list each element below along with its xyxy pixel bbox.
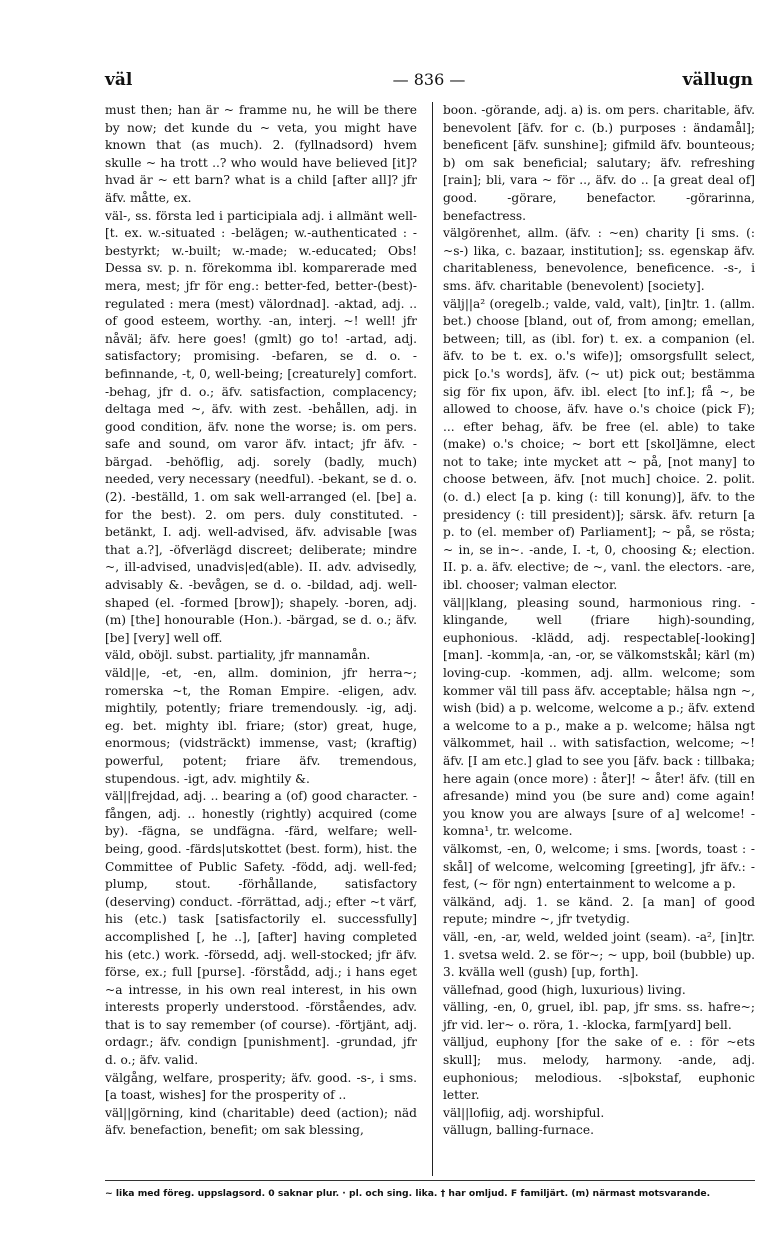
entry-paragraph: väl||frejdad, adj. .. bearing a (of) good character. -fången, adj. .. honestly (rightly) acquired (come by). -fägna, se undfägna. -färd, welfare; well-being, good. -färds|utskottet (best. form), hist. the Committee of Public Safety. -född, adj. well-fed; plump, stout. -förhållande, satisfactory (deserving) conduct. -förrättad, adj.; efter ~t värf, his (etc.) task [satisfactorily el. successfully] accomplished [, he ..], [after] having completed his (etc.) work. -försedd, adj. well-stocked; jfr äfv. förse, ex.; full [purse]. -förstådd, adj.; i hans eget ~a intresse, in his own real interest, in his own interests properly understood. -förståendes, adv. that is to say remember (of course). -förtjänt, adj. ordagr.; äfv. condign [punishment]. -grundad, jfr d. o.; äfv. valid. [105,789,417,1068]
entry-paragraph: välkänd, adj. 1. se känd. 2. [a man] of good repute; mindre ~, jfr tvetydig. [443,894,755,927]
entry-paragraph: must then; han är ~ framme nu, he will be there by now; det kunde du ~ veta, you might have known that (as much). 2. (fyllnadsord) hvem skulle ~ ha trott ..? who would have believed [it]? hvad är ~ ett barn? what is a child [after all]? jfr äfv. måtte, ex. [105,103,417,205]
page-header [105,70,753,94]
entry-paragraph: välkomst, -en, 0, welcome; i sms. [words, toast : -skål] of welcome, welcoming [greeting], jfr äfv.: -fest, (~ för ngn) entertainment to welcome a p. [443,841,755,892]
entry-paragraph: vällugn, balling-furnace. [443,1123,594,1138]
right-guide-word: vällugn [682,70,753,90]
right-column [443,102,755,1140]
entry-paragraph: välling, -en, 0, gruel, ibl. pap, jfr sms. ss. hafre~; jfr vid. ler~ o. röra, 1. -klocka, farm[yard] bell. [443,1000,755,1032]
entry-paragraph: välgång, welfare, prosperity; äfv. good. -s-, i sms. [a toast, wishes] for the prosperity of .. [105,1070,417,1103]
left-guide-word: väl [105,70,133,90]
abbreviation-key: ~ lika med föreg. uppslagsord. 0 saknar plur. · pl. och sing. lika. † har omljud. F familjärt. (m) närmast motsvarande. [105,1188,711,1199]
footer-rule [105,1180,755,1181]
entry-paragraph: välgörenhet, allm. (äfv. : ~en) charity [i sms. (: ~s-) lika, c. bazaar, institution]; ss. egenskap äfv. charitableness, benevolence, beneficence. -s-, i sms. äfv. charitable (benevolent) [society]. [443,226,755,293]
entry-paragraph: väl-, ss. första led i participiala adj. i allmänt well- [t. ex. w.-situated : -belägen; w.-authenticated : -bestyrkt; w.-built; w.-made; w.-educated; Obs! Dessa sv. p. n. förekomma ibl. komparerade med mera, mest; jfr för eng.: better-fed, better-(best)-regulated : mera (mest) välordnad]. -aktad, adj. .. of good esteem, worthy. -an, interj. ~! well! jfr nåväl; äfv. here goes! (gmlt) go to! -artad, adj. satisfactory; promising. -befaren, se d. o. -befinnande, -t, 0, well-being; [creaturely] comfort. -behag, jfr d. o.; äfv. satisfaction, complacency; deltaga med ~, äfv. with zest. -behållen, adj. in good condition, äfv. none the worse; is. om pers. safe and sound, om varor äfv. intact; jfr äfv. -bärgad. -behöflig, adj. sorely (badly, much) needed, very necessary (needful). -bekant, se d. o. (2). -beställd, 1. om sak well-arranged (el. [be] a. for the best). 2. om pers. duly constituted. -betänkt, I. adj. well-advised, äfv. advisable [was that a.?], -öfverlägd discreet; deliberate; mindre ~, ill-advised, unadvis|ed(able). II. adv. advisedly, advisably &. -bevågen, se d. o. -bildad, adj. well-shaped (el. -formed [brow]); shapely. -boren, adj. (m) [the] honourable (Hon.). -bärgad, se d. o.; äfv. [be] [very] well off. [105,208,417,645]
entry-paragraph: vällefnad, good (high, luxurious) living. [443,982,686,997]
page-number: — 836 — [392,70,466,89]
entry-paragraph: boon. -görande, adj. a) is. om pers. charitable, äfv. benevolent [äfv. for c. (b.) purposes : ändamål]; beneficent [äfv. sunshine]; gifmild äfv. bounteous; b) om sak beneficial; salutary; äfv. refreshing [rain]; bli, vara ~ för .., äfv. do .. [a great deal of] good. -görare, benefactor. -görarinna, benefactress. [443,103,755,223]
column-divider [432,102,433,1176]
entry-paragraph: väld, oböjl. subst. partiality, jfr mannamån. [105,648,371,663]
entry-paragraph: välljud, euphony [for the sake of e. : för ~ets skull]; mus. melody, harmony. -ande, adj. euphonious; melodious. -s|bokstaf, euphonic letter. [443,1035,755,1103]
entry-paragraph: väll, -en, -ar, weld, welded joint (seam). -a², [in]tr. 1. svetsa weld. 2. se för~; ~ upp, boil (bubble) up. 3. kvälla well (gush) [up, forth]. [443,929,755,980]
entry-paragraph: välj||a² (oregelb.; valde, vald, valt), [in]tr. 1. (allm. bet.) choose [bland, out of, from among; emellan, between; till, as (ibl. for) t. ex. a companion (el. äfv. to be t. ex. o.'s wife)]; omsorgsfullt select, pick [o.'s words], äfv. (~ ut) pick out; bestämma sig för fix upon, äfv. ibl. elect [to inf.]; få ~, be allowed to choose, äfv. have o.'s choice (pick F); ... efter behag, äfv. be free (el. able) to take (make) o.'s choice; ~ bort ett [skol]ämne, elect not to take; inte mycket att ~ på, [not many] to choose between, äfv. [not much] choice. 2. polit. (o. d.) elect [a p. king (: till konung)], äfv. to the presidency (: till president)]; särsk. äfv. return [a p. to (el. member of) Parliament]; ~ på, se rösta; ~ in, se in~. -ande, I. -t, 0, choosing &; election. II. p. a. äfv. elective; de ~, vanl. the electors. -are, ibl. chooser; valman elector. [443,296,755,593]
entry-paragraph: väl||görning, kind (charitable) deed (action); näd äfv. benefaction, benefit; om sak blessing, [105,1105,417,1138]
entry-paragraph: väld||e, -et, -en, allm. dominion, jfr herra~; romerska ~t, the Roman Empire. -eligen, adv. mightily, potently; friare tremendously. -ig, adj. eg. bet. mighty ibl. friare; (stor) great, huge, enormous; (vidsträckt) immense, vast; (kraftig) powerful, potent; friare äfv. tremendous, stupendous. -igt, adv. mightily &. [105,666,417,786]
left-column [105,102,417,1140]
entry-paragraph: väl||lofiig, adj. worshipful. [443,1105,605,1120]
entry-paragraph: väl||klang, pleasing sound, harmonious ring. -klingande, well (friare high)-sounding, euphonious. -klädd, adj. respectable[-looking][man]. -komm|a, -an, -or, se välkomstskål; kärl (m) loving-cup. -kommen, adj. allm. welcome; som kommer väl till pass äfv. acceptable; hälsa ngn ~, wish (bid) a p. welcome, welcome a p.; äfv. extend a welcome to a p., make a p. welcome; hälsa ngt välkommet, hail .. with satisfaction, welcome; ~! äfv. [I am etc.] glad to see you [äfv. back : tillbaka; here again (once more) : åter]! ~ åter! äfv. (till en afresande) mind you (be sure and) come again! you know you are always [sure of a] welcome! -komna¹, tr. welcome. [443,595,755,839]
